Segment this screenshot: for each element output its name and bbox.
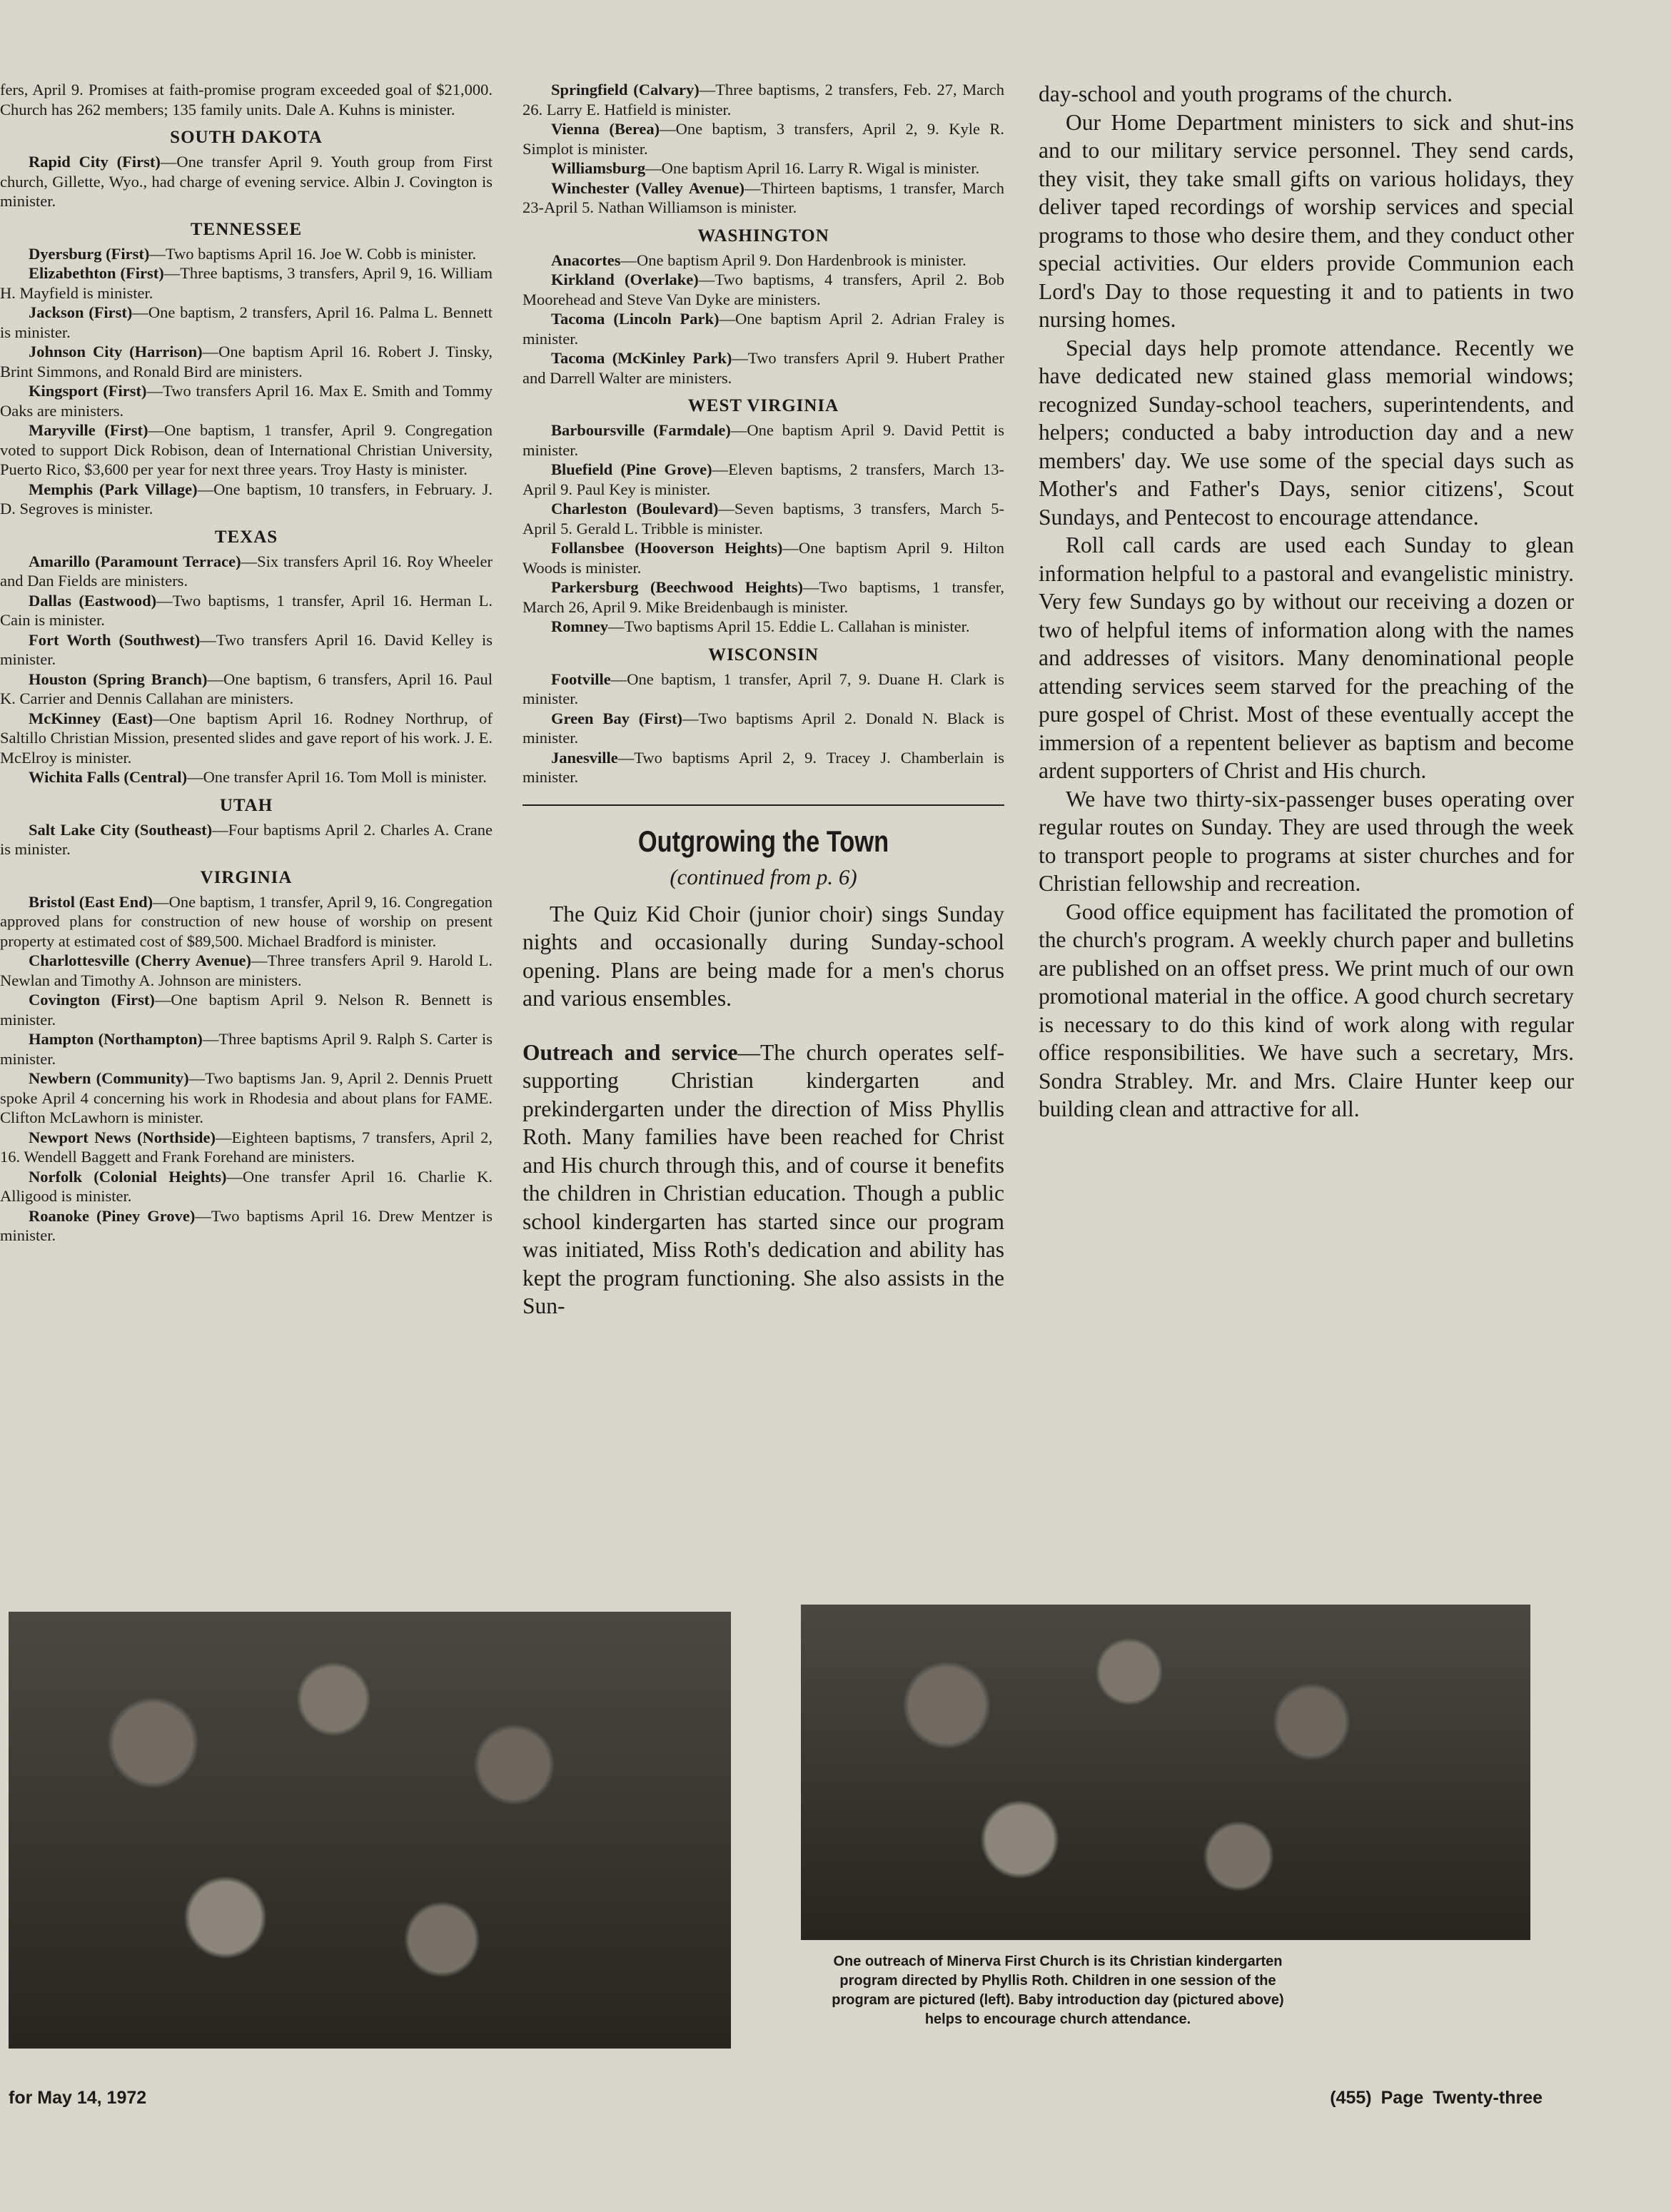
church-name: Bluefield (Pine Grove) [551,460,712,478]
continued-note: (continued from p. 6) [670,864,857,889]
church-name: Parkersburg (Beechwood Heights) [551,578,803,596]
church-report: One transfer April 16. Tom Moll is minister. [203,768,487,786]
church-name: Springfield (Calvary) [551,81,700,99]
church-name: Bristol (East End) [29,892,153,911]
lead-entries [522,80,1004,218]
church-name: Footville [551,670,611,688]
church-name: Maryville (First) [29,421,148,439]
church-entry: Springfield (Calvary)—Three baptisms, 2 transfers, Feb. 27, March 26. Larry E. Hatfield is minister. [522,81,1004,118]
church-report: Two baptisms Jan. 9, April 2. Dennis Pruett spoke April 4 concerning his work in Rhodesia and about plans for FAME. Clifton McLawhorn is minister. [0,1069,493,1126]
church-report: One baptism, 1 transfer, April 7, 9. Duane H. Clark is minister. [522,670,1004,707]
church-report: One baptism, 2 transfers, April 16. Palma L. Bennett is minister. [0,303,493,341]
church-name: Amarillo (Paramount Terrace) [29,552,241,570]
article-paragraph: Good office equipment has facilitated the promotion of the church's program. A weekly church paper and bulletins are published on an offset press. We print much of our own promotional material in the office. A good church secretary is necessary to do this kind of work along with regular office responsibilities. We have such a secretary, Mrs. Sondra Strabley. Mr. and Mrs. Claire Hunter keep our building clean and attractive for all. [1039,899,1574,1121]
church-report: Thirteen baptisms, 1 transfer, March 23-April 5. Nathan Williamson is minister. [522,178,1005,216]
church-entry: Salt Lake City (Southeast)—Four baptisms April 2. Charles A. Crane is minister. [0,820,493,858]
church-name: Kingsport (First) [29,382,147,400]
news-column-1 [0,80,493,1246]
church-name: Dyersburg (First) [29,244,150,263]
church-name: Jackson (First) [29,303,133,321]
page-number: (455) Page Twenty-three [1330,2088,1543,2108]
article-paragraph: Special days help promote attendance. Recently we have dedicated new stained glass memorial windows; recognized Sunday-school teachers, superintendents, and helpers; conducted a baby introduction day and a new members' day. We use some of the special days such as Mother's and Father's Days, senior citizens', Scout Sundays, and Pentecost to encourage attendance. [1039,335,1574,530]
church-name: Tacoma (Lincoln Park) [551,310,720,328]
article-paragraph: The Quiz Kid Choir (junior choir) sings Sunday nights and occasionally during Sunday-school opening. Plans are being made for a men's chorus and various ensembles. [522,901,1004,1011]
church-report: One transfer April 9. Youth group from First church, Gillette, Wyo., had charge of evening service. Albin J. Covington is minister. [0,153,493,210]
church-name: Newport News (Northside) [29,1128,216,1146]
church-name: Romney [551,617,608,635]
church-report: Two baptisms April 16. Joe W. Cobb is minister. [165,244,477,263]
church-entry: McKinney (East)—One baptism April 16. Rodney Northrup, of Saltillo Christian Mission, presented slides and gave report of his work. J. E. McElroy is minister. [0,709,493,767]
church-name: Fort Worth (Southwest) [29,630,201,649]
church-report: One baptism April 16. Rodney Northrup, of Saltillo Christian Mission, presented slides and gave report of his work. J. E. McElroy is minister. [0,709,493,767]
church-name: Tacoma (McKinley Park) [551,349,732,367]
church-name: Williamsburg [551,159,646,177]
church-report: Eleven baptisms, 2 transfers, March 13-April 9. Paul Key is minister. [522,460,1004,498]
church-entry: Kirkland (Overlake)—Two baptisms, 4 transfers, April 2. Bob Moorehead and Steve Van Dyke are ministers. [522,271,1004,308]
church-report: One baptism, 6 transfers, April 16. Paul K. Carrier and Dennis Callahan are ministers. [0,670,493,707]
church-entry: Jackson (First)—One baptism, 2 transfers, April 16. Palma L. Bennett is minister. [0,303,493,341]
state-list [0,128,493,1246]
state-heading: UTAH [219,795,273,815]
news-column-3 [1039,80,1574,1123]
state-heading: WEST VIRGINIA [687,396,839,415]
church-report: Three transfers April 9. Harold L. Newlan and Timothy A. Johnson are ministers. [0,951,493,989]
section-head: Outreach and service [522,1039,738,1065]
church-entry: Newport News (Northside)—Eighteen baptisms, 7 transfers, April 2, 16. Wendell Baggett and Frank Forehand are ministers. [0,1128,493,1166]
church-entry: Williamsburg—One baptism April 16. Larry R. Wigal is minister. [551,159,980,177]
church-name: Hampton (Northampton) [29,1030,203,1048]
baby-introduction-day-photo [801,1605,1530,1940]
photo-caption: One outreach of Minerva First Church is its Christian kindergarten program directed by Phyllis Roth. Children in one session of the program are pictured (left). Baby introduction day (pictured above) helps to encourage church attendance. [832,1954,1284,2027]
church-entry: Houston (Spring Branch)—One baptism, 6 transfers, April 16. Paul K. Carrier and Dennis Callahan are ministers. [0,670,493,707]
state-heading: WISCONSIN [708,645,819,665]
church-entry: Memphis (Park Village)—One baptism, 10 transfers, in February. J. D. Segroves is minister. [0,480,493,517]
state-heading: TENNESSEE [190,219,303,239]
church-entry: Romney—Two baptisms April 15. Eddie L. Callahan is minister. [551,617,970,635]
church-report: Seven baptisms, 3 transfers, March 5-April 5. Gerald L. Tribble is minister. [522,500,1004,537]
church-entry: Covington (First)—One baptism April 9. Nelson R. Bennett is minister. [0,991,493,1029]
church-report: Two baptisms April 2. Donald N. Black is minister. [522,709,1004,747]
church-report: One baptism, 3 transfers, April 2, 9. Kyle R. Simplot is minister. [522,120,1004,158]
church-entry: Anacortes—One baptism April 9. Don Hardenbrook is minister. [551,251,966,269]
church-report: Two baptisms, 4 transfers, April 2. Bob Moorehead and Steve Van Dyke are ministers. [522,271,1004,308]
church-entry: Follansbee (Hooverson Heights)—One baptism April 9. Hilton Woods is minister. [522,539,1004,577]
church-entry: Dallas (Eastwood)—Two baptisms, 1 transfer, April 16. Herman L. Cain is minister. [0,591,493,629]
church-name: Charlottesville (Cherry Avenue) [29,951,251,969]
church-name: McKinney (East) [29,709,153,727]
church-report: Two baptisms April 2, 9. Tracey J. Chamberlain is minister. [522,748,1004,786]
section-text: The church operates self-supporting Christian kindergarten and prekindergarten under the direction of Miss Phyllis Roth. Many families have been reached for Christ and His church through this, and of course it benefits the children in Christian education. Though a public school kindergarten has started since our program was initiated, Miss Roth's dedication and ability has kept the program functioning. She also assists in the Sun- [522,1039,1004,1318]
church-name: Kirkland (Overlake) [551,271,699,288]
church-entry: Roanoke (Piney Grove)—Two baptisms April 16. Drew Mentzer is minister. [0,1206,493,1244]
church-entry: Parkersburg (Beechwood Heights)—Two baptisms, 1 transfer, March 26, April 9. Mike Breidenbaugh is minister. [522,578,1005,616]
church-entry: Tacoma (Lincoln Park)—One baptism April 2. Adrian Fraley is minister. [522,310,1004,348]
church-entry: Hampton (Northampton)—Three baptisms April 9. Ralph S. Carter is minister. [0,1030,493,1068]
church-report: Two baptisms, 1 transfer, April 16. Herman L. Cain is minister. [0,591,493,629]
church-entry: Elizabethton (First)—Three baptisms, 3 transfers, April 9, 16. William H. Mayfield is minister. [0,264,493,302]
church-name: Green Bay (First) [551,709,683,727]
church-name: Salt Lake City (Southeast) [29,820,213,839]
church-report: One baptism April 9. Don Hardenbrook is minister. [636,251,966,269]
church-name: Barboursville (Farmdale) [551,421,731,439]
article [522,824,1004,1320]
section-divider [522,804,1004,806]
article-title: Outgrowing the Town [637,824,889,858]
church-report: Two baptisms April 16. Drew Mentzer is minister. [0,1206,493,1244]
church-entry: Bluefield (Pine Grove)—Eleven baptisms, 2 transfers, March 13-April 9. Paul Key is minister. [522,460,1004,498]
church-report: Four baptisms April 2. Charles A. Crane is minister. [0,820,493,858]
church-name: Johnson City (Harrison) [29,343,203,360]
church-name: Elizabethton (First) [29,264,164,282]
article-paragraph: We have two thirty-six-passenger buses operating over regular routes on Sunday. They are used through the week to transport people to programs at sister churches and for Christian fellowship and recreation. [1039,786,1574,896]
church-entry: Amarillo (Paramount Terrace)—Six transfers April 16. Roy Wheeler and Dan Fields are ministers. [0,552,493,590]
church-report: One baptism April 9. Nelson R. Bennett is minister. [0,991,493,1029]
church-report: Three baptisms, 3 transfers, April 9, 16. William H. Mayfield is minister. [0,264,493,302]
kindergarten-children-photo [9,1612,731,2049]
church-report: Two baptisms April 15. Eddie L. Callahan is minister. [624,617,970,635]
news-column-2 [522,80,1004,1320]
church-entry: Fort Worth (Southwest)—Two transfers April 16. David Kelley is minister. [0,630,493,668]
church-name: Houston (Spring Branch) [29,670,208,688]
church-name: Covington (First) [29,991,155,1009]
church-report: Three baptisms April 9. Ralph S. Carter is minister. [0,1030,493,1068]
church-report: One baptism April 9. Hilton Woods is minister. [522,539,1004,577]
church-entry: Charlottesville (Cherry Avenue)—Three transfers April 9. Harold L. Newlan and Timothy A. Johnson are ministers. [0,951,493,989]
article-paragraph: Roll call cards are used each Sunday to glean information helpful to a pastoral and evangelistic ministry. Very few Sundays go by without our receiving a dozen or two of helpful items of information along with the names and addresses of visitors. Many denominational people attending services seem starved for the preaching of the pure gospel of Christ. Most of these eventually accept the immersion of a repentent believer as baptism and become ardent supporters of Christ and His church. [1039,532,1574,783]
church-entry: Maryville (First)—One baptism, 1 transfer, April 9. Congregation voted to support Dick Robison, dean of International Christian University, Puerto Rico, $3,600 per year for next three years. Troy Hasty is minister. [0,421,493,478]
church-name: Norfolk (Colonial Heights) [29,1167,227,1186]
church-report: One baptism, 1 transfer, April 9, 16. Congregation approved plans for construction of new house of worship on present property at estimated cost of $89,500. Michael Bradford is minister. [0,892,493,950]
church-entry: Norfolk (Colonial Heights)—One transfer April 16. Charlie K. Alligood is minister. [0,1167,493,1205]
church-name: Newbern (Community) [29,1069,189,1087]
church-entry: Footville—One baptism, 1 transfer, April 7, 9. Duane H. Clark is minister. [522,670,1004,707]
church-entry: Rapid City (First)—One transfer April 9. Youth group from First church, Gillette, Wyo., had charge of evening service. Albin J. Covington is minister. [0,153,493,210]
church-report: One baptism, 1 transfer, April 9. Congregation voted to support Dick Robison, dean of International Christian University, Puerto Rico, $3,600 per year for next three years. Troy Hasty is minister. [0,421,493,478]
church-entry: Bristol (East End)—One baptism, 1 transfer, April 9, 16. Congregation approved plans for construction of new house of worship on present property at estimated cost of $89,500. Michael Bradford is minister. [0,892,493,950]
church-entry: Johnson City (Harrison)—One baptism April 16. Robert J. Tinsky, Brint Simmons, and Ronald Bird are ministers. [0,343,493,380]
article-paragraph: day-school and youth programs of the church. [1039,81,1453,106]
church-report: One baptism April 9. David Pettit is minister. [522,421,1005,459]
church-entry: Green Bay (First)—Two baptisms April 2. Donald N. Black is minister. [522,709,1004,747]
church-report: One baptism April 16. Larry R. Wigal is minister. [661,159,980,177]
church-report: One transfer April 16. Charlie K. Alligood is minister. [0,1167,493,1205]
church-report: Two baptisms, 1 transfer, March 26, April 9. Mike Breidenbaugh is minister. [522,578,1005,616]
state-heading: SOUTH DAKOTA [170,128,323,147]
church-name: Wichita Falls (Central) [29,768,188,786]
state-heading: TEXAS [214,527,278,547]
church-name: Winchester (Valley Avenue) [551,178,745,197]
church-entry: Charleston (Boulevard)—Seven baptisms, 3 transfers, March 5-April 5. Gerald L. Tribble is minister. [522,500,1004,537]
church-entry: Barboursville (Farmdale)—One baptism April 9. David Pettit is minister. [522,421,1005,459]
article-paragraph: Our Home Department ministers to sick and shut-ins and to our military service personnel. They send cards, they visit, they take small gifts on various holidays, they deliver taped recordings of worship services and special programs to those who desire them, and they conduct other special activities. Our elders provide Communion each Lord's Day to those requesting it and to patients in two nursing homes. [1039,109,1574,332]
church-entry: Dyersburg (First)—Two baptisms April 16. Joe W. Cobb is minister. [29,244,477,263]
state-list [522,226,1004,787]
church-entry: Winchester (Valley Avenue)—Thirteen baptisms, 1 transfer, March 23-April 5. Nathan Williamson is minister. [522,178,1005,216]
news-paragraph: fers, April 9. Promises at faith-promise program exceeded goal of $21,000. Church has 262 members; 135 family units. Dale A. Kuhns is minister. [0,81,493,118]
church-name: Memphis (Park Village) [29,480,198,498]
church-report: Six transfers April 16. Roy Wheeler and Dan Fields are ministers. [0,552,493,590]
church-name: Roanoke (Piney Grove) [29,1206,196,1225]
church-name: Dallas (Eastwood) [29,591,157,610]
church-entry: Tacoma (McKinley Park)—Two transfers April 9. Hubert Prather and Darrell Walter are ministers. [522,349,1004,387]
article-paragraph: Outreach and service—The church operates self-supporting Christian kindergarten and prekindergarten under the direction of Miss Phyllis Roth. Many families have been reached for Christ and His church through this, and of course it benefits the children in Christian education. Though a public school kindergarten has started since our program was initiated, Miss Roth's dedication and ability has kept the program functioning. She also assists in the Sun- [522,1039,1004,1318]
church-entry: Kingsport (First)—Two transfers April 16. Max E. Smith and Tommy Oaks are ministers. [0,382,493,420]
church-report: One baptism April 16. Robert J. Tinsky, Brint Simmons, and Ronald Bird are ministers. [0,343,493,380]
state-heading: VIRGINIA [200,867,293,887]
church-report: Eighteen baptisms, 7 transfers, April 2, 16. Wendell Baggett and Frank Forehand are ministers. [0,1128,493,1166]
church-report: One baptism April 2. Adrian Fraley is minister. [522,310,1004,348]
church-entry: Vienna (Berea)—One baptism, 3 transfers, April 2, 9. Kyle R. Simplot is minister. [522,120,1004,158]
church-name: Anacortes [551,251,621,269]
church-name: Charleston (Boulevard) [551,500,719,517]
church-report: One baptism, 10 transfers, in February. J. D. Segroves is minister. [0,480,493,517]
church-report: Two transfers April 9. Hubert Prather and Darrell Walter are ministers. [522,349,1004,387]
issue-date: for May 14, 1972 [9,2088,147,2108]
church-report: Two transfers April 16. Max E. Smith and Tommy Oaks are ministers. [0,382,493,420]
church-name: Janesville [551,748,618,767]
state-heading: WASHINGTON [697,226,829,246]
church-name: Rapid City (First) [29,153,161,171]
church-name: Follansbee (Hooverson Heights) [551,539,783,557]
church-entry: Wichita Falls (Central)—One transfer April 16. Tom Moll is minister. [29,768,487,786]
church-entry: Newbern (Community)—Two baptisms Jan. 9, April 2. Dennis Pruett spoke April 4 concerning his work in Rhodesia and about plans for FAME. Clifton McLawhorn is minister. [0,1069,493,1126]
church-name: Vienna (Berea) [551,120,660,138]
church-report: Three baptisms, 2 transfers, Feb. 27, March 26. Larry E. Hatfield is minister. [522,81,1004,118]
church-entry: Janesville—Two baptisms April 2, 9. Tracey J. Chamberlain is minister. [522,748,1004,786]
church-report: Two transfers April 16. David Kelley is minister. [0,630,493,668]
